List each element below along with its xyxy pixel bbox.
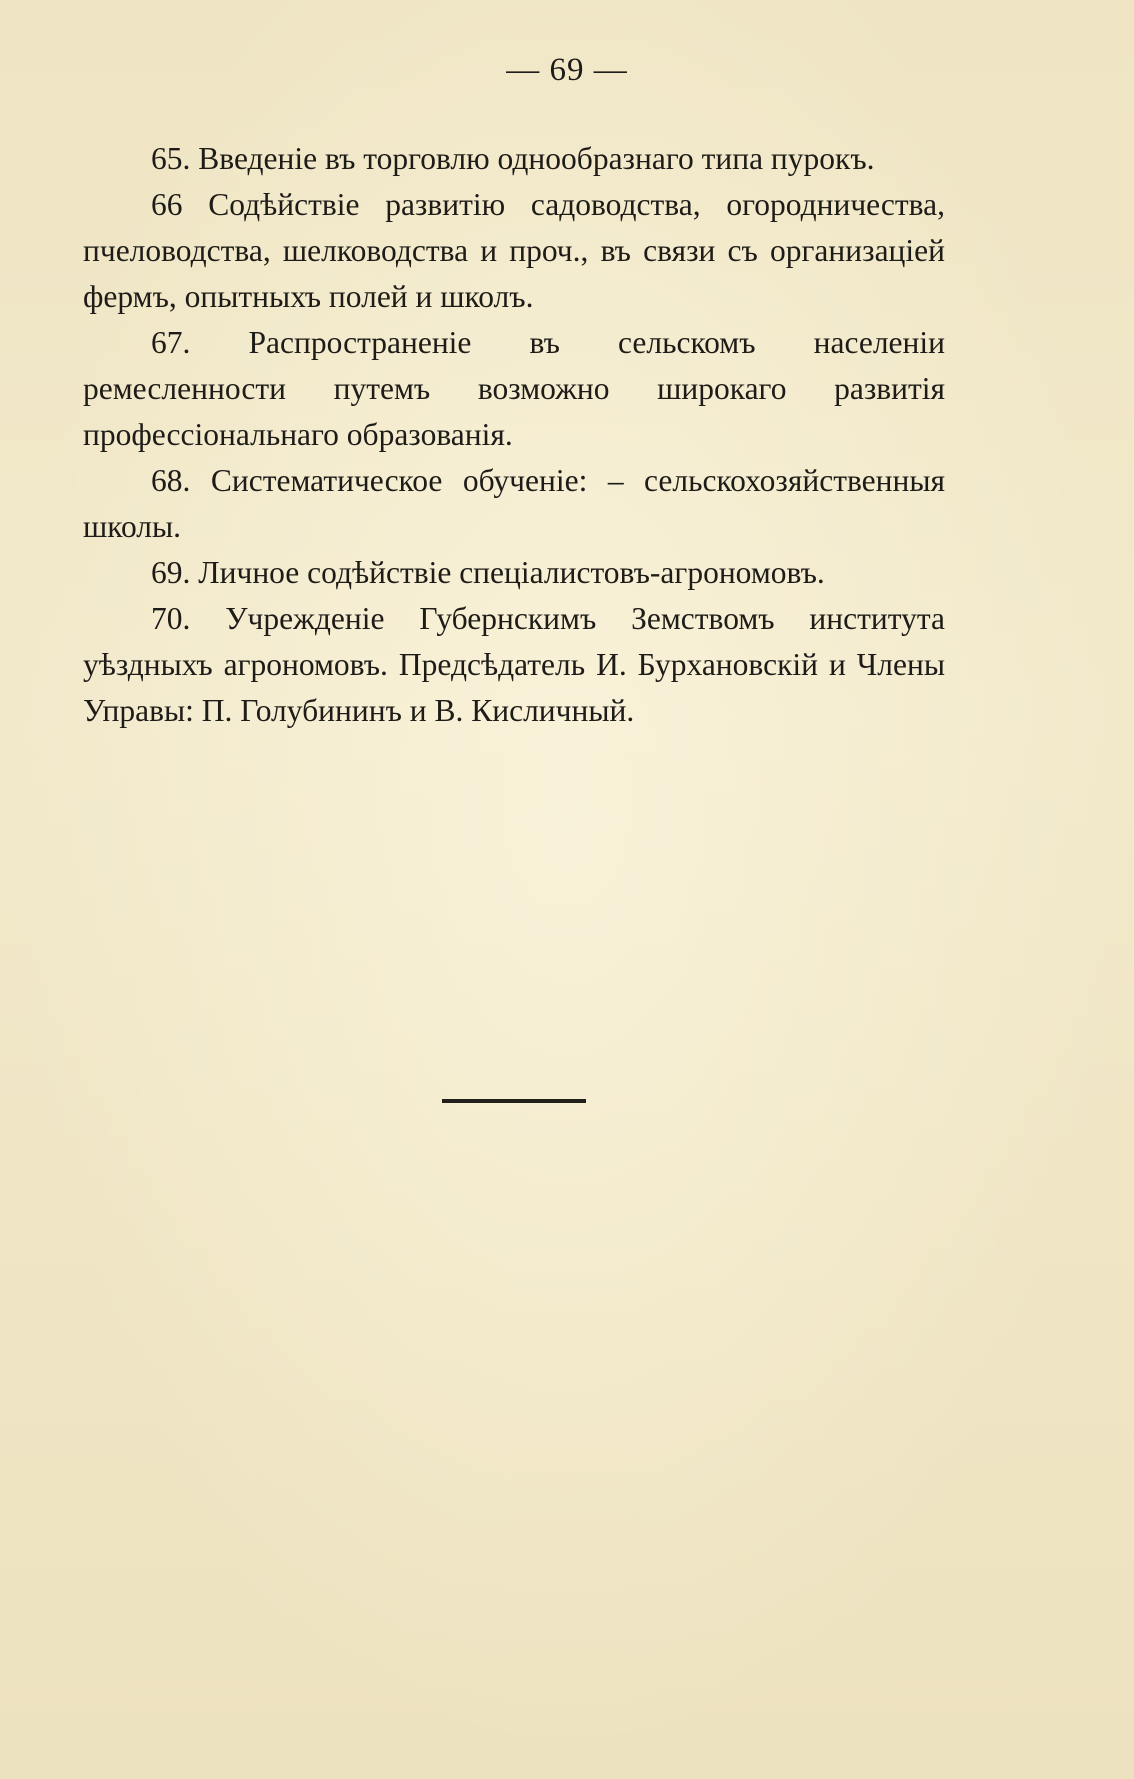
item-number: 65.: [151, 141, 191, 176]
item-text: Распространеніе въ сельскомъ населеніи ремесленности путемъ возможно широкаго развитія профессіональнаго образованія.: [83, 325, 945, 452]
item-text: Содѣйствіе развитію садоводства, огородничества, пчеловодства, шелководства и проч., въ связи съ организаціей фермъ, опытныхъ полей и школъ.: [83, 187, 945, 314]
paragraph-68: [83, 458, 945, 550]
paragraph-65: [83, 136, 945, 182]
item-number: 66: [151, 187, 183, 222]
item-number: 67.: [151, 325, 191, 360]
paragraph-70: [83, 596, 945, 734]
item-text: Систематическое обученіе: – сельскохозяйственныя школы.: [83, 463, 946, 544]
paragraph-69: [83, 550, 945, 596]
section-divider-rule: [442, 1099, 586, 1103]
text-body: [83, 136, 945, 734]
item-number: 70.: [151, 601, 191, 636]
item-number: 69.: [151, 555, 191, 590]
item-number: 68.: [151, 463, 191, 498]
item-text: Введеніе въ торговлю однообразнаго типа пурокъ.: [198, 141, 875, 176]
item-text: Личное содѣйствіе спеціалистовъ-агрономовъ.: [198, 555, 825, 590]
page-number: — 69 —: [506, 52, 628, 88]
item-text: Учрежденіе Губернскимъ Земствомъ института уѣздныхъ агрономовъ. Предсѣдатель И. Бурхановскій и Члены Управы: П. Голубининъ и В. Кисличный.: [83, 601, 945, 728]
paragraph-66: [83, 182, 945, 320]
paragraph-67: [83, 320, 945, 458]
